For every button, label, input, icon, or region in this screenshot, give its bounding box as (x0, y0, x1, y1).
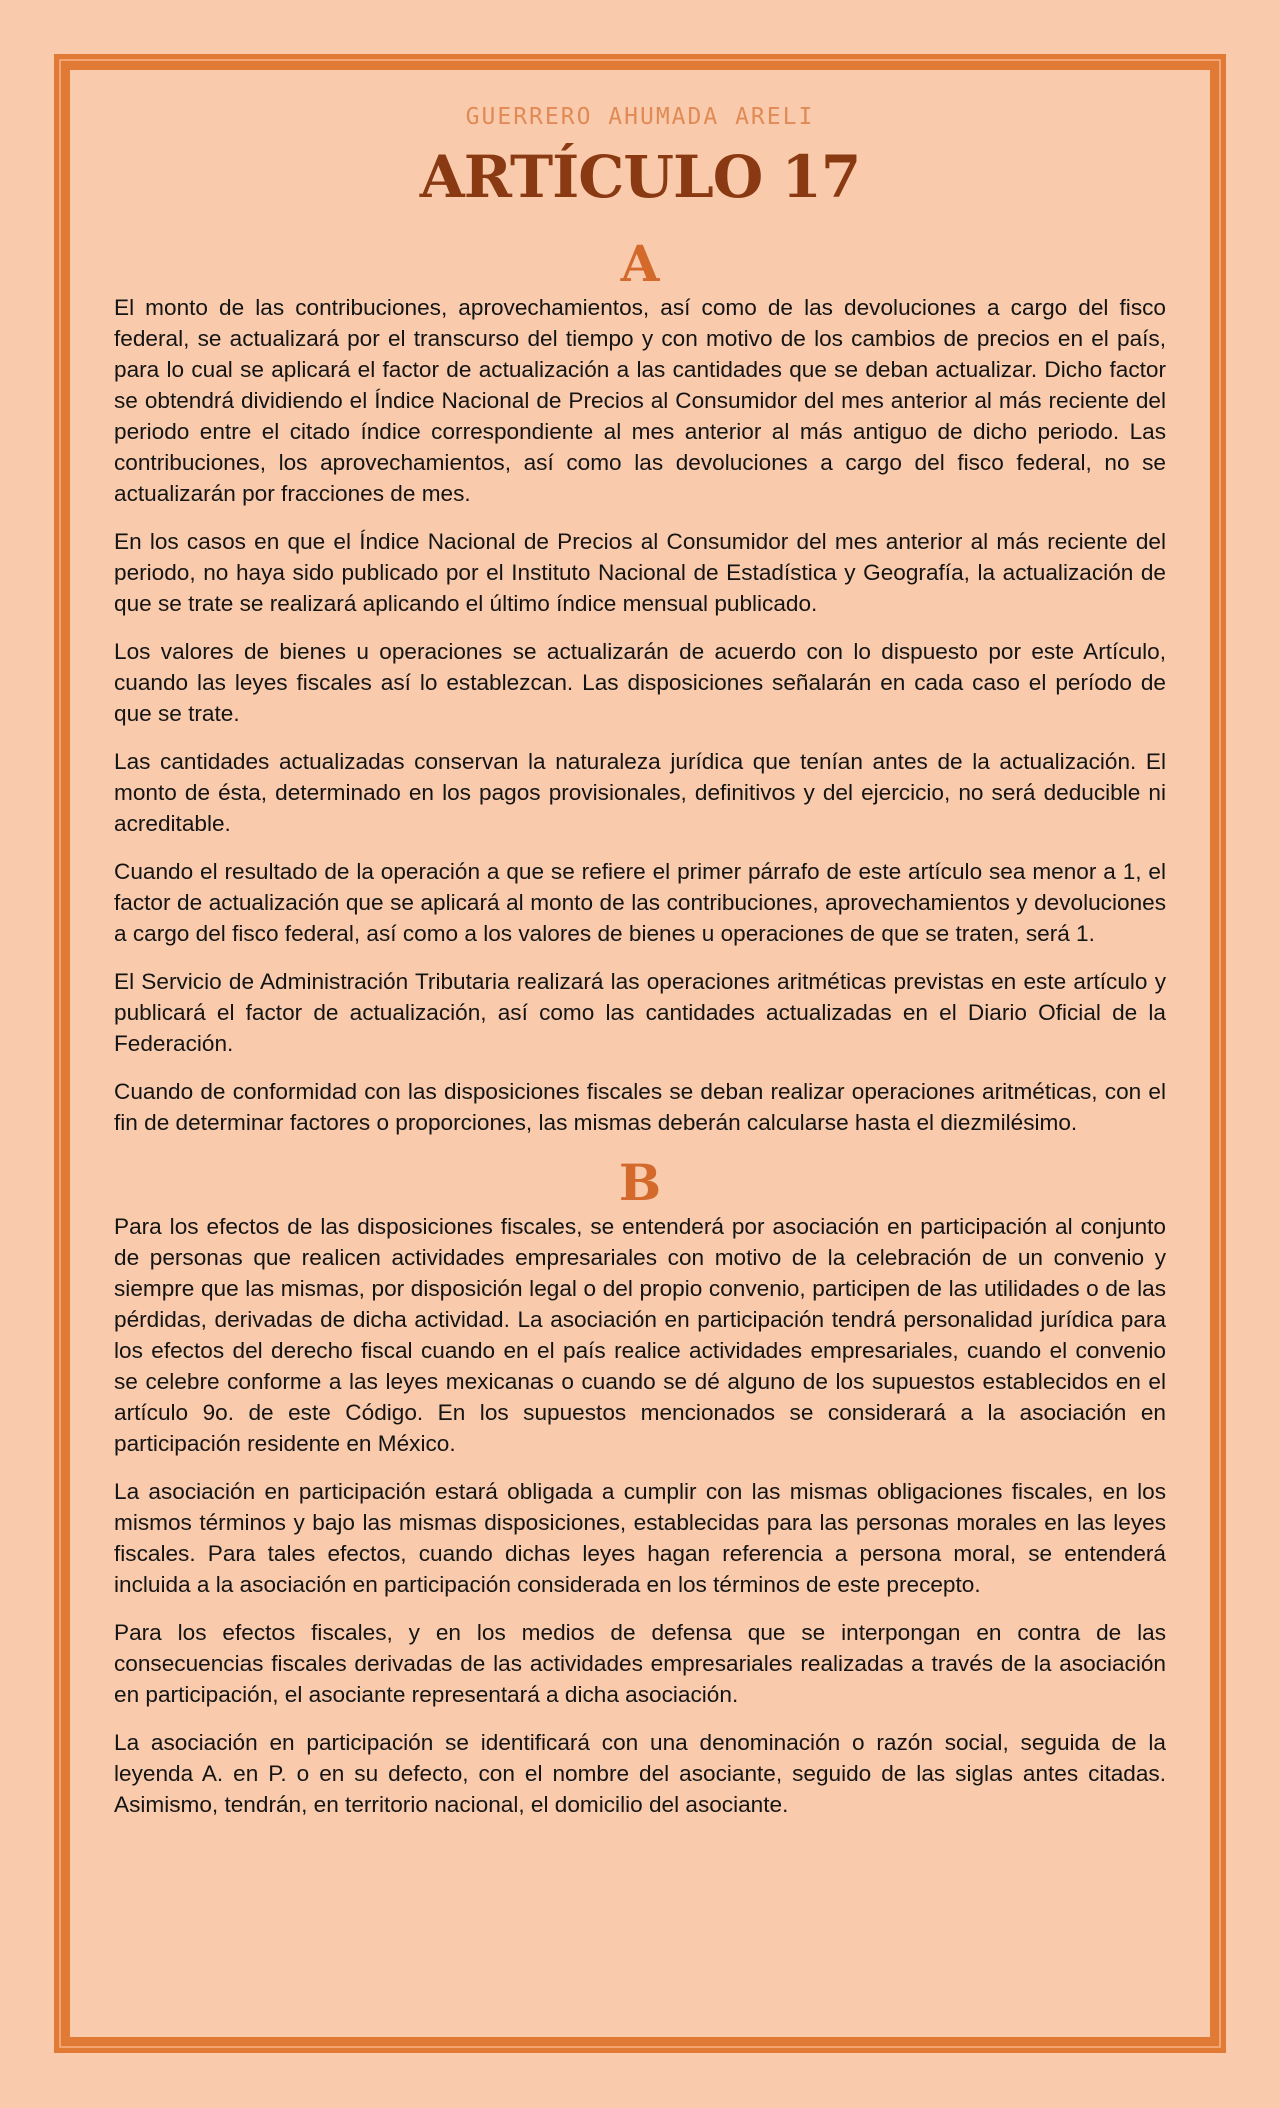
section-a-paragraph-4: Las cantidades actualizadas conservan la naturaleza jurídica que tenían antes de la actualización. El monto de ésta, determinado en los pagos provisionales, definitivos y del ejercicio, no será deducible ni acreditable. (114, 749, 1166, 836)
section-a-paragraph-3: Los valores de bienes u operaciones se actualizarán de acuerdo con lo dispuesto por este Artículo, cuando las leyes fiscales así lo establezcan. Las disposiciones señalarán en cada caso el período de que se trate. (114, 639, 1166, 726)
section-a-paragraph-6: El Servicio de Administración Tributaria realizará las operaciones aritméticas previstas en este artículo y publicará el factor de actualización, así como las cantidades actualizadas en el Diario Oficial de la Federación. (114, 969, 1166, 1056)
section-b-paragraph-3: Para los efectos fiscales, y en los medios de defensa que se interpongan en contra de las consecuencias fiscales derivadas de las actividades empresariales realizadas a través de la asociación en participación, el asociante representará a dicha asociación. (114, 1620, 1166, 1707)
section-a-paragraph-7: Cuando de conformidad con las disposiciones fiscales se deban realizar operaciones aritméticas, con el fin de determinar factores o proporciones, las mismas deberán calcularse hasta el diezmilésimo. (114, 1079, 1166, 1135)
section-b-paragraph-4: La asociación en participación se identificará con una denominación o razón social, seguida de la leyenda A. en P. o en su defecto, con el nombre del asociante, seguido de las siglas antes citadas. Asimismo, tendrán, en territorio nacional, el domicilio del asociante. (114, 1730, 1166, 1817)
section-b-paragraph-1: Para los efectos de las disposiciones fiscales, se entenderá por asociación en participación al conjunto de personas que realicen actividades empresariales con motivo de la celebración de un convenio y siempre que las mismas, por disposición legal o del propio convenio, participen de las utilidades o de las pérdidas, derivadas de dicha actividad. La asociación en participación tendrá personalidad jurídica para los efectos del derecho fiscal cuando en el país realice actividades empresariales, cuando el convenio se celebre conforme a las leyes mexicanas o cuando se dé alguno de los supuestos establecidos en el artículo 9o. de este Código. En los supuestos mencionados se considerará a la asociación en participación residente en México. (114, 1214, 1166, 1456)
section-a-paragraph-5: Cuando el resultado de la operación a que se refiere el primer párrafo de este artículo sea menor a 1, el factor de actualización que se aplicará al monto de las contribuciones, aprovechamientos y devoluciones a cargo del fisco federal, así como a los valores de bienes u operaciones de que se traten, será 1. (114, 859, 1166, 946)
section-a (114, 236, 1166, 1138)
article-title: ARTÍCULO 17 (419, 143, 861, 211)
section-a-heading: A (620, 234, 660, 293)
section-b-paragraph-2: La asociación en participación estará obligada a cumplir con las mismas obligaciones fiscales, en los mismos términos y bajo las mismas disposiciones, establecidas para las personas morales en las leyes fiscales. Para tales efectos, cuando dichas leyes hagan referencia a persona moral, se entenderá incluida a la asociación en participación considerada en los términos de este precepto. (114, 1479, 1166, 1597)
section-a-paragraph-2: En los casos en que el Índice Nacional de Precios al Consumidor del mes anterior al más reciente del periodo, no haya sido publicado por el Instituto Nacional de Estadística y Geografía, la actualización de que se trate se realizará aplicando el último índice mensual publicado. (114, 529, 1166, 616)
section-b-heading: B (618, 1153, 662, 1212)
author-name: GUERRERO AHUMADA ARELI (465, 104, 815, 130)
section-b (114, 1155, 1166, 1820)
document-body (114, 100, 1166, 1837)
section-a-paragraph-1: El monto de las contribuciones, aprovechamientos, así como de las devoluciones a cargo del fisco federal, se actualizará por el transcurso del tiempo y con motivo de los cambios de precios en el país, para lo cual se aplicará el factor de actualización a las cantidades que se deban actualizar. Dicho factor se obtendrá dividiendo el Índice Nacional de Precios al Consumidor del mes anterior al más reciente del periodo entre el citado índice correspondiente al mes anterior al más antiguo de dicho periodo. Las contribuciones, los aprovechamientos, así como las devoluciones a cargo del fisco federal, no se actualizarán por fracciones de mes. (114, 295, 1166, 506)
